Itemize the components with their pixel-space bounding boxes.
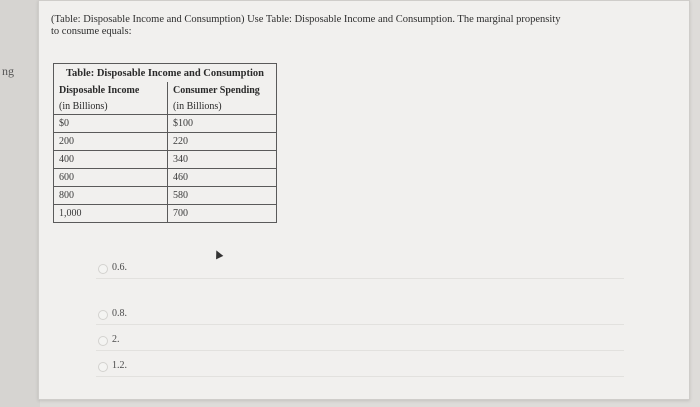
- table-cell: 460: [168, 169, 277, 187]
- table-row: [54, 205, 277, 223]
- table-cell: 220: [168, 133, 277, 151]
- answer-option-label: 0.8.: [112, 308, 127, 319]
- question-text: (Table: Disposable Income and Consumption) Use Table: Disposable Income and Consumption. The marginal propensity to consume equals:: [51, 14, 561, 37]
- table-cell: 340: [168, 151, 277, 169]
- answer-option-label: 1.2.: [112, 360, 127, 371]
- table-cell: 580: [168, 187, 277, 205]
- table-cell: 700: [168, 205, 277, 223]
- table-cell: 200: [54, 133, 168, 151]
- table-cell: 800: [54, 187, 168, 205]
- radio-button[interactable]: [98, 362, 108, 372]
- margin-text-fragment: ng: [2, 64, 14, 78]
- column-header-disposable-income: Disposable Income: [54, 82, 168, 98]
- radio-button[interactable]: [98, 336, 108, 346]
- column-unit-disposable-income: (in Billions): [54, 98, 168, 115]
- table-cell: $100: [168, 115, 277, 133]
- table-row: [54, 115, 277, 133]
- answer-option-a[interactable]: [96, 258, 624, 279]
- table-row: [54, 187, 277, 205]
- table-title: Table: Disposable Income and Consumption: [54, 64, 277, 83]
- column-header-consumer-spending: Consumer Spending: [168, 82, 277, 98]
- data-table: [53, 63, 277, 223]
- radio-button[interactable]: [98, 310, 108, 320]
- radio-button[interactable]: [98, 264, 108, 274]
- table-cell: 400: [54, 151, 168, 169]
- table-cell: $0: [54, 115, 168, 133]
- answer-option-b[interactable]: [96, 304, 624, 325]
- table-cell: 1,000: [54, 205, 168, 223]
- answer-option-d[interactable]: [96, 356, 624, 377]
- column-unit-consumer-spending: (in Billions): [168, 98, 277, 115]
- table-row: [54, 169, 277, 187]
- answer-option-label: 2.: [112, 334, 120, 345]
- table-cell: 600: [54, 169, 168, 187]
- left-margin: [0, 0, 40, 407]
- answer-option-label: 0.6.: [112, 262, 127, 273]
- table-row: [54, 151, 277, 169]
- table-row: [54, 133, 277, 151]
- answer-option-c[interactable]: [96, 330, 624, 351]
